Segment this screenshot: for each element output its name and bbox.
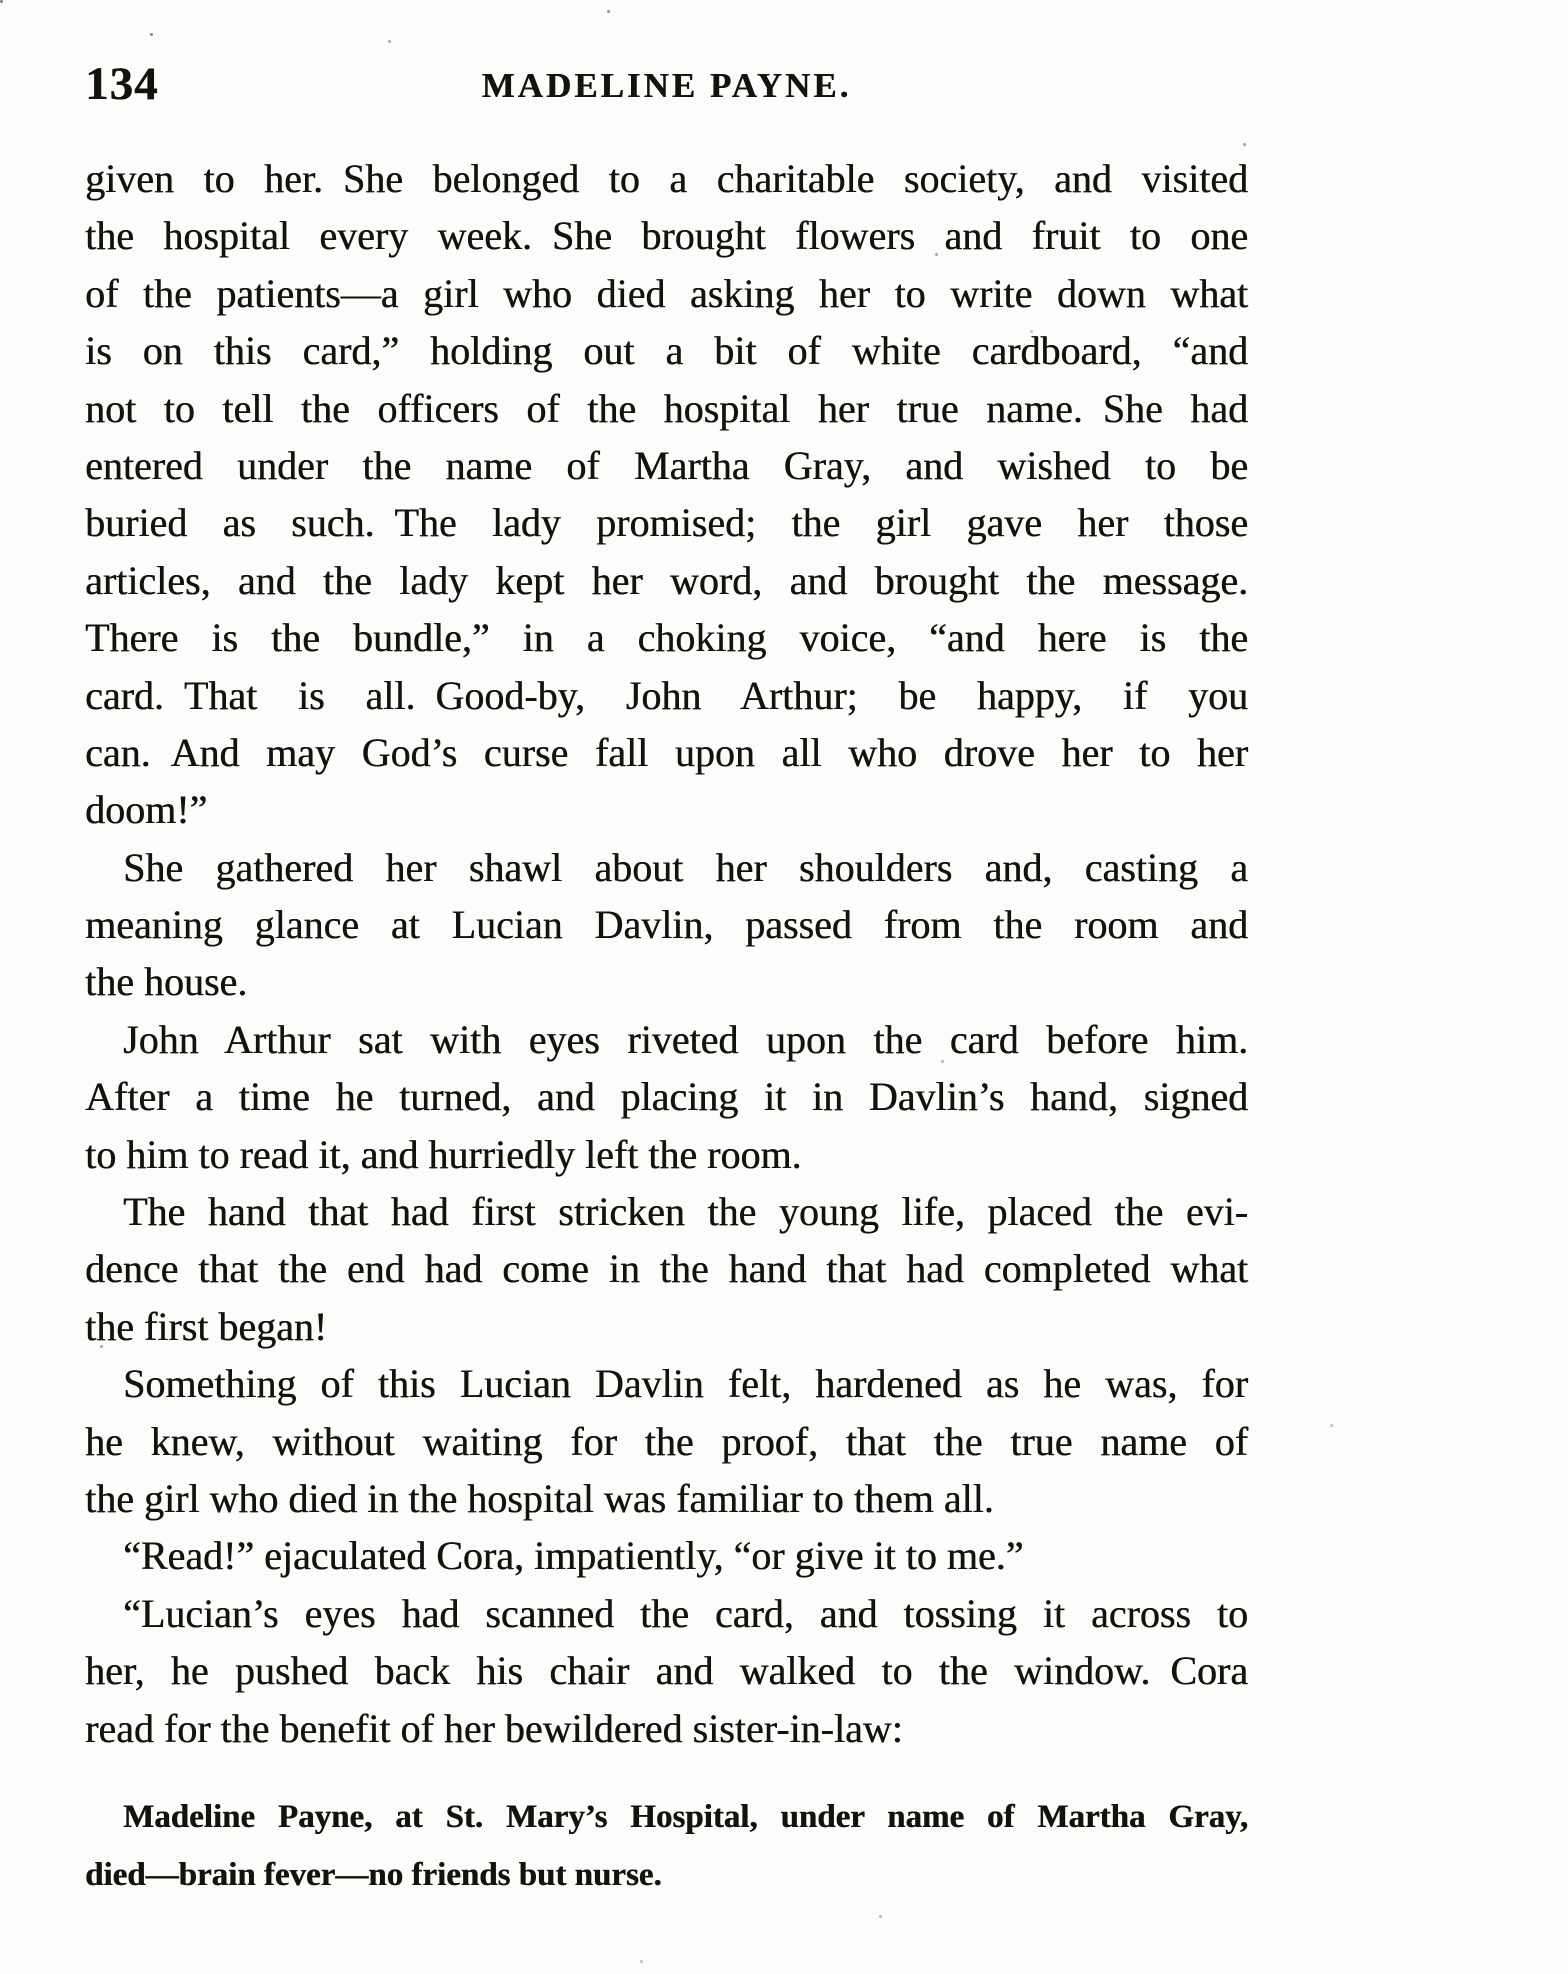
note-line: died—brain fever—no friends but nurse. (85, 1857, 662, 1893)
text-line: “Read!” ejaculated Cora, impatiently, “or give it to me.” (123, 1533, 1024, 1579)
text-line: John Arthur sat with eyes riveted upon the card before him. (123, 1016, 1248, 1062)
scan-speckle (0, 0, 3, 3)
running-title: MADELINE PAYNE. (481, 66, 852, 105)
text-line: the first began! (85, 1303, 328, 1349)
text-line: The hand that had first stricken the young life, placed the evi- (123, 1189, 1248, 1235)
text-line: the girl who died in the hospital was familiar to them all. (85, 1475, 994, 1521)
text-line: her, he pushed back his chair and walked to the window. Cora (85, 1648, 1248, 1694)
text-line: After a time he turned, and placing it in Davlin’s hand, signed (85, 1074, 1248, 1120)
text-line: She gathered her shawl about her shoulders and, casting a (123, 844, 1248, 890)
text-line: Something of this Lucian Davlin felt, hardened as he was, for (123, 1361, 1248, 1407)
text-line: not to tell the officers of the hospital her true name. She had (85, 385, 1248, 431)
text-line: given to her. She belonged to a charitable society, and visited (85, 156, 1248, 201)
text-line: dence that the end had come in the hand that had completed what (85, 1246, 1248, 1292)
note-line: Madeline Payne, at St. Mary’s Hospital, under name of Martha Gray, (123, 1799, 1248, 1835)
page-body-text (85, 150, 1248, 1757)
text-line: “Lucian’s eyes had scanned the card, and tossing it across to (123, 1590, 1248, 1636)
text-line: buried as such. The lady promised; the girl gave her those (85, 500, 1248, 546)
text-line: he knew, without waiting for the proof, that the true name of (85, 1418, 1248, 1464)
text-line: read for the benefit of her bewildered sister-in-law: (85, 1705, 903, 1751)
text-line: the house. (85, 959, 248, 1005)
text-line: can. And may God’s curse fall upon all who drove her to her (85, 729, 1248, 775)
text-line: is on this card,” holding out a bit of white cardboard, “and (85, 328, 1248, 374)
page-number: 134 (85, 58, 159, 110)
text-line: the hospital every week. She brought flowers and fruit to one (85, 213, 1248, 259)
card-note (85, 1788, 1248, 1904)
text-line: There is the bundle,” in a choking voice, “and here is the (85, 615, 1248, 661)
text-line: card. That is all. Good-by, John Arthur; be happy, if you (85, 672, 1248, 718)
text-line: meaning glance at Lucian Davlin, passed from the room and (85, 902, 1248, 948)
text-line: of the patients—a girl who died asking her to write down what (85, 270, 1248, 316)
text-line: entered under the name of Martha Gray, and wished to be (85, 442, 1248, 488)
text-line: articles, and the lady kept her word, and brought the message. (85, 557, 1248, 603)
text-line: to him to read it, and hurriedly left the room. (85, 1131, 802, 1177)
text-line: doom!” (85, 787, 208, 833)
